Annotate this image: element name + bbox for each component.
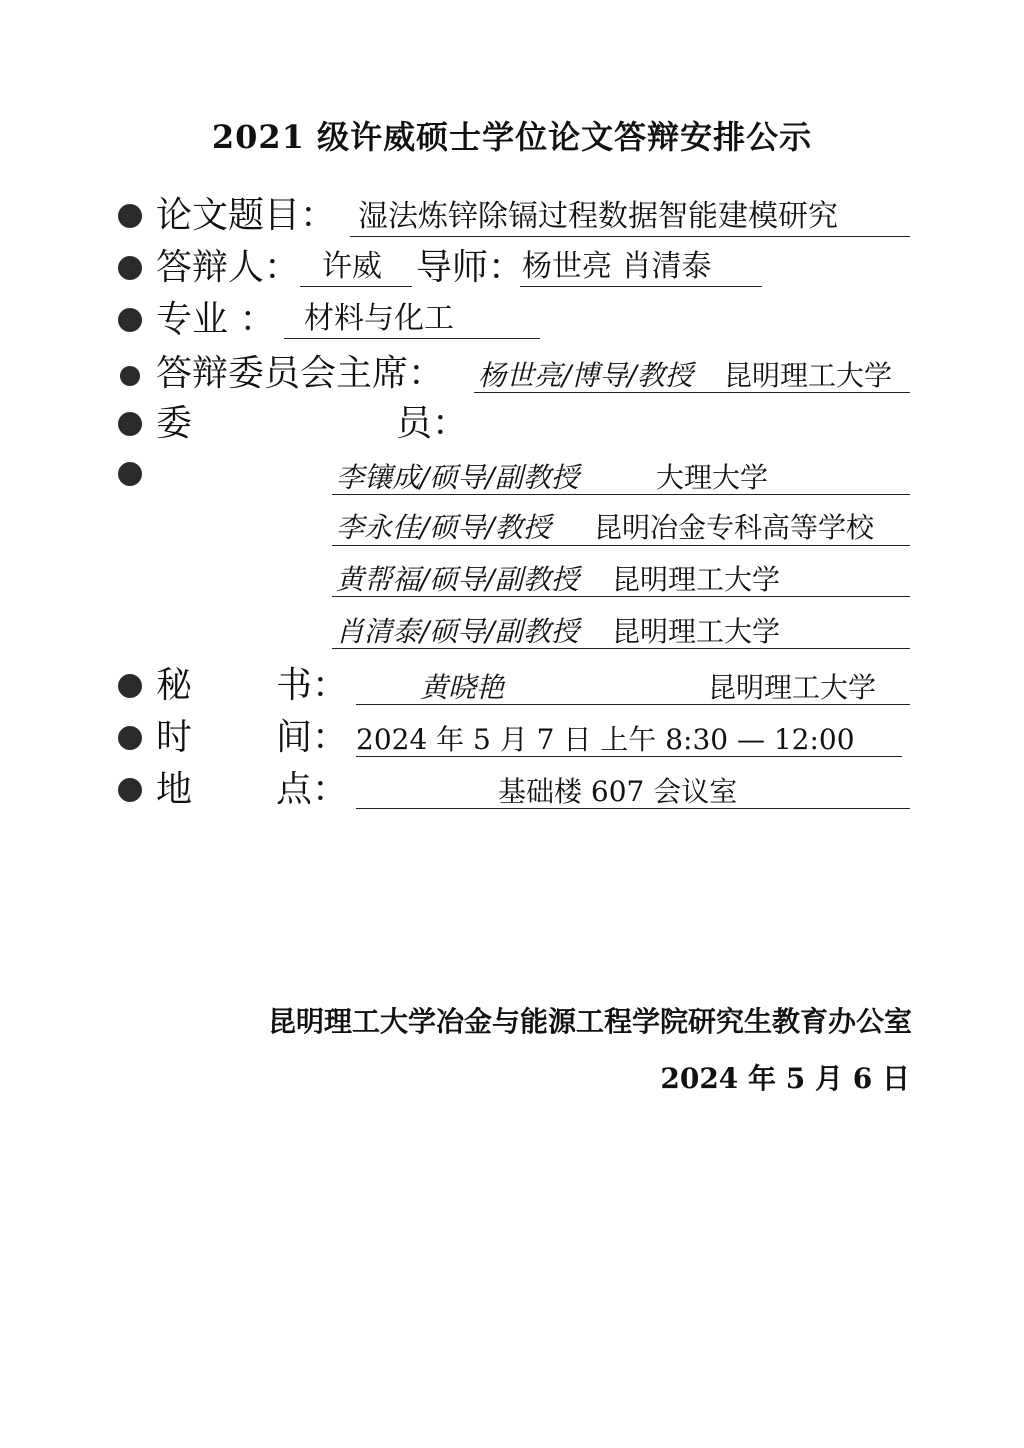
- chair-org: 昆明理工大学: [724, 359, 893, 392]
- thesis-value: 湿法炼锌除镉过程数据智能建模研究: [358, 199, 838, 234]
- place-label-right: 点：: [276, 769, 349, 810]
- bullet-icon: [118, 778, 142, 802]
- bullet-icon: [118, 674, 142, 698]
- time-value: 2024 年 5 月 7 日 上午 8:30 — 12:00: [356, 723, 855, 756]
- bullet-icon: [118, 204, 142, 228]
- place-value: 基础楼 607 会议室: [498, 775, 738, 808]
- underline: [284, 338, 540, 339]
- underline: [474, 392, 910, 393]
- underline: [332, 648, 910, 649]
- advisor-value: 杨世亮 肖清泰: [522, 249, 712, 284]
- member-org: 昆明理工大学: [612, 615, 781, 648]
- major-value: 材料与化工: [304, 301, 454, 336]
- underline: [356, 756, 902, 757]
- issue-date: 2024 年 5 月 6 日: [660, 1062, 910, 1095]
- member-org: 昆明理工大学: [612, 563, 781, 596]
- thesis-label: 论文题目：: [156, 195, 337, 236]
- underline: [332, 545, 910, 546]
- member-name: 李镶成/硕导/副教授: [336, 461, 579, 494]
- time-label-left: 时: [156, 717, 193, 758]
- secretary-org: 昆明理工大学: [708, 671, 877, 704]
- member-name: 肖清泰/硕导/副教授: [336, 615, 579, 648]
- chair-name: 杨世亮/博导/教授: [478, 359, 693, 392]
- member-name: 黄帮福/硕导/副教授: [336, 563, 579, 596]
- underline: [356, 808, 910, 809]
- defender-label: 答辩人：: [156, 247, 301, 288]
- member-org: 大理大学: [656, 461, 769, 494]
- issuing-office: 昆明理工大学冶金与能源工程学院研究生教育办公室: [267, 1005, 912, 1038]
- secretary-label-right: 书：: [276, 665, 349, 706]
- underline: [300, 286, 412, 287]
- secretary-label-left: 秘: [156, 665, 193, 706]
- bullet-icon: [118, 308, 142, 332]
- underline: [520, 286, 762, 287]
- chair-label: 答辩委员会主席：: [156, 353, 445, 394]
- major-label: 专业 ：: [156, 299, 276, 340]
- advisor-label: 导师：: [416, 247, 525, 288]
- underline: [356, 704, 910, 705]
- bullet-icon: [118, 462, 142, 486]
- members-label-left: 委: [156, 403, 193, 444]
- place-label-left: 地: [156, 769, 193, 810]
- secretary-name: 黄晓艳: [420, 671, 505, 704]
- page-title: 2021 级许威硕士学位论文答辩安排公示: [211, 118, 813, 156]
- members-label-right: 员：: [396, 403, 469, 444]
- bullet-icon: [120, 366, 140, 386]
- time-label-right: 间：: [276, 717, 349, 758]
- bullet-icon: [118, 256, 142, 280]
- underline: [350, 236, 910, 237]
- member-org: 昆明冶金专科高等学校: [594, 511, 875, 544]
- defender-value: 许威: [322, 249, 382, 284]
- underline: [332, 596, 910, 597]
- bullet-icon: [118, 412, 142, 436]
- bullet-icon: [118, 726, 142, 750]
- member-name: 李永佳/硕导/教授: [336, 511, 551, 544]
- underline: [332, 494, 910, 495]
